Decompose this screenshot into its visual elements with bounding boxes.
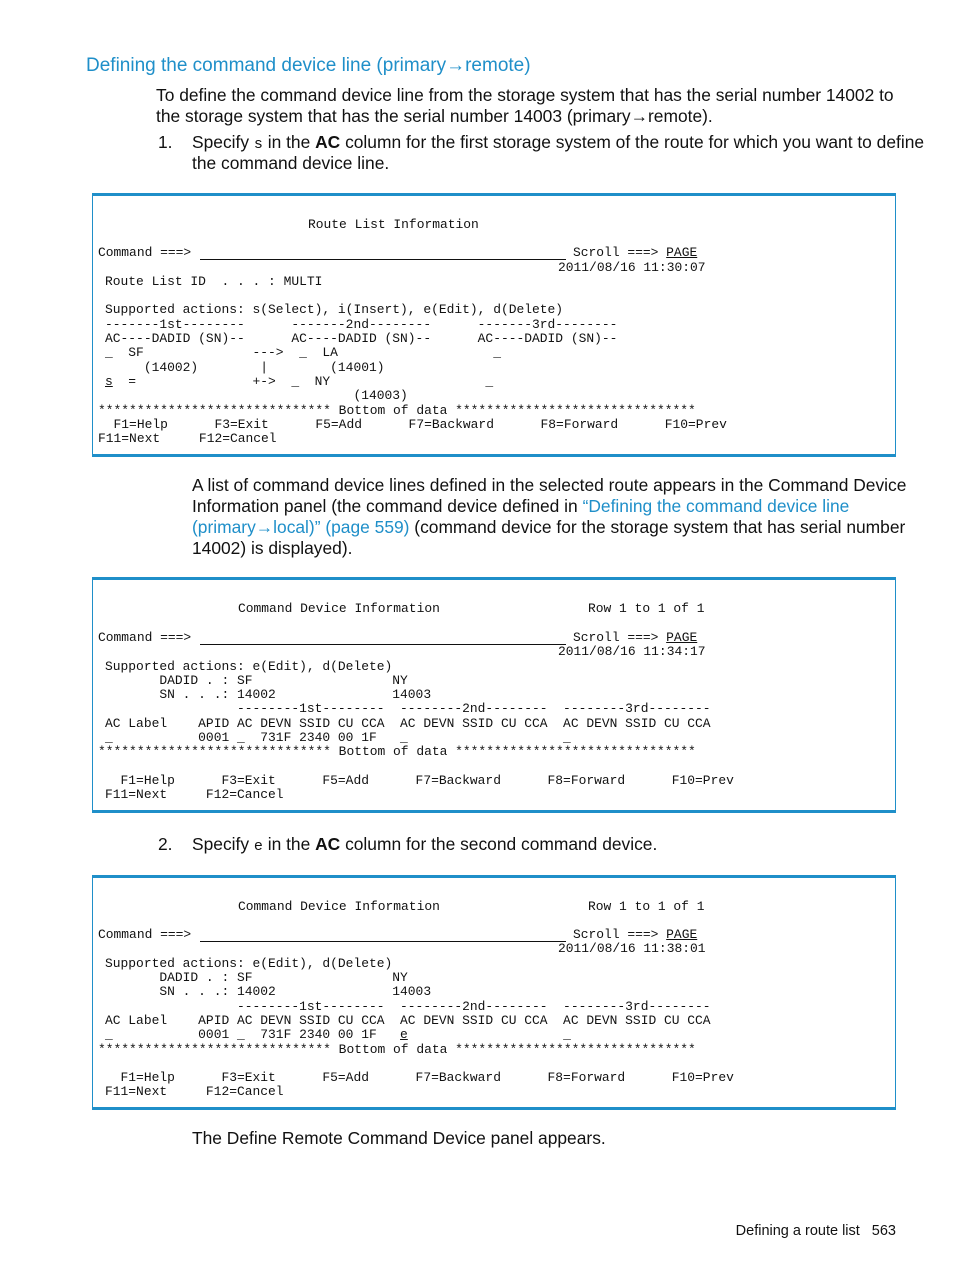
closing-text: The Define Remote Command Device panel appears. [192,1128,606,1148]
para2-line-4: 14002) is displayed). [192,538,353,558]
function-keys-2: F11=Next F12=Cancel [105,1084,284,1099]
command-input[interactable] [200,259,566,260]
bottom-of-data: ****************************** Bottom of data ******************************* [98,1042,696,1057]
xref-link-2[interactable]: (primary→local)” (page 559) [192,517,410,537]
step-2-line: Specify e in the AC column for the second command device. [192,834,658,855]
function-keys-2: F11=Next F12=Cancel [98,431,277,446]
function-keys-1: F1=Help F3=Exit F5=Add F7=Backward F8=Forward F10=Prev [98,417,727,432]
command-device-panel-1 [92,577,896,813]
column-headers: AC Label APID AC DEVN SSID CU CCA AC DEVN SSID CU CCA AC DEVN SSID CU CCA [105,1013,711,1028]
intro-line-1: To define the command device line from the storage system that has the serial number 14002 to [156,85,894,105]
column-groups: --------1st-------- --------2nd-------- --------3rd-------- [105,999,711,1014]
route-list-panel [92,193,896,457]
step-1-line-2: the command device line. [192,153,390,173]
route-row-2: (14002) | (14001) [105,360,385,375]
dadid-row: DADID . : SF NY [105,970,408,985]
scroll-field: Scroll ===> PAGE [573,927,698,942]
step-2-code: e [253,838,263,855]
function-keys-2: F11=Next F12=Cancel [105,787,284,802]
scroll-value[interactable]: PAGE [666,927,698,942]
route-row-1[interactable]: _ SF ---> _ LA _ [105,345,501,360]
ac-input-s[interactable]: s [105,374,113,389]
timestamp: 2011/08/16 11:30:07 [558,260,706,275]
intro-line-2: the storage system that has the serial number 14003 (primary→remote). [156,106,713,126]
bottom-of-data: ****************************** Bottom of data ******************************* [98,403,696,418]
scroll-field: Scroll ===> PAGE [573,630,698,645]
column-headers: AC----DADID (SN)-- AC----DADID (SN)-- AC----DADID (SN)-- [105,331,618,346]
timestamp: 2011/08/16 11:38:01 [558,941,706,956]
footer-section: Defining a route list [735,1223,860,1239]
step-2-number: 2. [158,834,173,854]
route-row-3[interactable]: s = +-> _ NY _ [105,374,494,389]
column-groups: -------1st-------- -------2nd-------- -------3rd-------- [105,317,618,332]
panel-title: Command Device Information [238,899,440,914]
step-2-bold-ac: AC [315,834,341,854]
sn-row: SN . . .: 14002 14003 [105,687,432,702]
step-1-code: s [253,136,263,153]
bottom-of-data: ****************************** Bottom of data ******************************* [98,744,696,759]
command-input[interactable] [200,941,566,942]
step-1-bold-ac: AC [315,132,341,152]
scroll-value[interactable]: PAGE [666,630,698,645]
panel-title: Command Device Information [238,601,440,616]
panel-title: Route List Information [308,217,479,232]
command-label: Command ===> [98,630,192,645]
sn-row: SN . . .: 14002 14003 [105,984,432,999]
device-row-1[interactable]: _ 0001 _ 731F 2340 00 1F e _ [105,1027,571,1042]
para2-line-2: Information panel (the command device defined in “Defining the command device line [192,496,850,516]
supported-actions: Supported actions: e(Edit), d(Delete) [105,956,393,971]
ac-input-e[interactable]: e [400,1027,408,1042]
timestamp: 2011/08/16 11:34:17 [558,644,706,659]
page-number: 563 [871,1223,896,1239]
step-1-number: 1. [158,132,173,152]
row-info: Row 1 to 1 of 1 [588,899,705,914]
step-1-line-1: Specify s in the AC column for the first storage system of the route for which you want to define [192,132,925,153]
function-keys-1: F1=Help F3=Exit F5=Add F7=Backward F8=Forward F10=Prev [105,773,734,788]
supported-actions: Supported actions: e(Edit), d(Delete) [105,659,393,674]
dadid-row: DADID . : SF NY [105,673,408,688]
route-row-4: (14003) [105,388,408,403]
para2-line-3: (primary→local)” (page 559) (command device for the storage system that has serial number [192,517,906,537]
command-label: Command ===> [98,927,192,942]
device-row-1[interactable]: _ 0001 _ 731F 2340 00 1F _ _ [105,730,571,745]
page-footer [736,1223,896,1239]
para2-line-1: A list of command device lines defined in the selected route appears in the Command Device [192,475,907,495]
row-info: Row 1 to 1 of 1 [588,601,705,616]
command-input[interactable] [200,644,566,645]
xref-link-1[interactable]: “Defining the command device line [582,496,850,516]
scroll-value[interactable]: PAGE [666,245,698,260]
column-headers: AC Label APID AC DEVN SSID CU CCA AC DEVN SSID CU CCA AC DEVN SSID CU CCA [105,716,711,731]
scroll-field: Scroll ===> PAGE [573,245,698,260]
command-device-panel-2 [92,875,896,1110]
route-list-id: Route List ID . . . : MULTI [105,274,323,289]
section-heading: Defining the command device line (primary→remote) [86,55,531,76]
function-keys-1: F1=Help F3=Exit F5=Add F7=Backward F8=Forward F10=Prev [105,1070,734,1085]
command-label: Command ===> [98,245,192,260]
column-groups: --------1st-------- --------2nd-------- --------3rd-------- [105,701,711,716]
supported-actions: Supported actions: s(Select), i(Insert), e(Edit), d(Delete) [105,302,564,317]
